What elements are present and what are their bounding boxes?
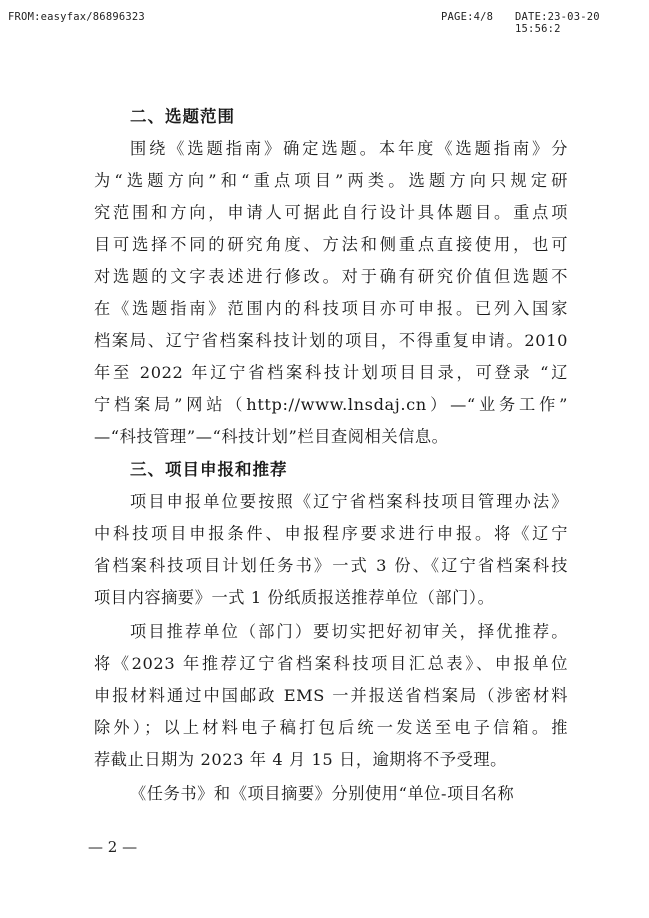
text-line: 项目申报单位要按照《辽宁省档案科技项目管理办法》	[130, 492, 568, 511]
text-line: 除外）；以上材料电子稿打包后统一发送至电子信箱。推	[94, 718, 568, 737]
text-line: 围绕《选题指南》确定选题。本年度《选题指南》分	[130, 139, 568, 158]
section-3-paragraph-1	[94, 486, 568, 614]
fax-header	[8, 11, 641, 35]
text-line: 将《2023 年推荐辽宁省档案科技项目汇总表》、申报单位	[94, 654, 568, 673]
section-2-heading: 二、选题范围	[130, 107, 235, 126]
text-line: 中科技项目申报条件、申报程序要求进行申报。将《辽宁	[94, 524, 568, 543]
text-line: 申报材料通过中国邮政 EMS 一并报送省档案局（涉密材料	[94, 686, 568, 705]
section-2-paragraph	[94, 133, 568, 453]
text-line: 对选题的文字表述进行修改。对于确有研究价值但选题不	[94, 267, 568, 286]
fax-from: FROM:easyfax/86896323	[8, 11, 145, 23]
fax-page: PAGE:4/8	[441, 11, 494, 23]
text-line: 年至 2022 年辽宁省档案科技计划项目目录，可登录 “辽	[94, 363, 568, 382]
text-line: 省档案科技项目计划任务书》一式 3 份、《辽宁省档案科技	[94, 556, 568, 575]
section-3-paragraph-3	[94, 778, 568, 810]
section-3-heading: 三、项目申报和推荐	[130, 460, 288, 479]
text-line: 究范围和方向，申请人可据此自行设计具体题目。重点项	[94, 203, 568, 222]
text-line: 项目内容摘要》一式 1 份纸质报送推荐单位（部门）。	[94, 588, 495, 607]
section-3-paragraph-2	[94, 616, 568, 776]
text-line: 档案局、辽宁省档案科技计划的项目，不得重复申请。2010	[94, 331, 568, 350]
document-body	[94, 100, 568, 810]
text-line: 宁档案局”网站（http://www.lnsdaj.cn）—“业务工作”	[94, 395, 568, 414]
text-line: 为“选题方向”和“重点项目”两类。选题方向只规定研	[94, 171, 568, 190]
text-line: 在《选题指南》范围内的科技项目亦可申报。已列入国家	[94, 299, 568, 318]
text-line: —“科技管理”—“科技计划”栏目查阅相关信息。	[94, 427, 449, 446]
fax-date: DATE:23-03-20 15:56:2	[515, 11, 600, 35]
text-line: 《任务书》和《项目摘要》分别使用“单位-项目名称	[130, 784, 515, 803]
text-line: 目可选择不同的研究角度、方法和侧重点直接使用，也可	[94, 235, 568, 254]
text-line: 荐截止日期为 2023 年 4 月 15 日，逾期将不予受理。	[94, 750, 507, 769]
text-line: 项目推荐单位（部门）要切实把好初审关，择优推荐。	[130, 622, 568, 641]
page-number: — 2 —	[88, 838, 138, 856]
